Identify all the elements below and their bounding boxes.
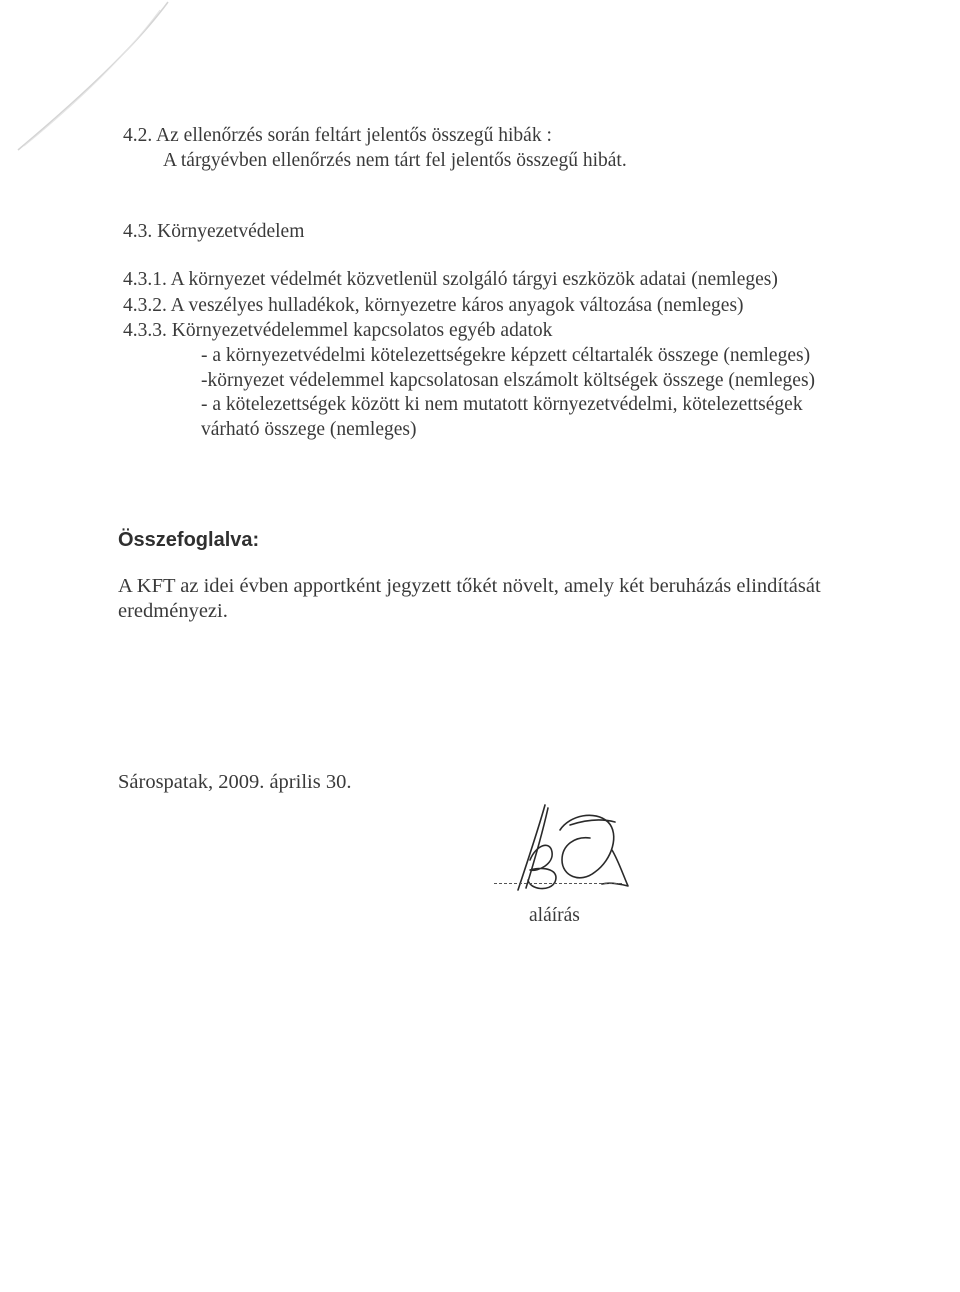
- summary-heading: Összefoglalva:: [118, 529, 260, 551]
- place-date: Sárospatak, 2009. április 30.: [118, 771, 352, 793]
- section-4-3-3: 4.3.3. Környezetvédelemmel kapcsolatos egyéb adatok: [123, 320, 553, 341]
- section-4-3-3-item: - a környezetvédelmi kötelezettségekre képzett céltartalék összege (nemleges): [201, 345, 811, 366]
- section-4-2-title: 4.2. Az ellenőrzés során feltárt jelentős összegű hibák :: [123, 125, 552, 146]
- section-4-2-text: A tárgyévben ellenőrzés nem tárt fel jelentős összegű hibát.: [163, 150, 627, 171]
- summary-line-1: A KFT az idei évben apportként jegyzett tőkét növelt, amely két beruházás elindítását: [118, 575, 821, 597]
- signature-line: [494, 883, 622, 884]
- section-4-3-3-item: -környezet védelemmel kapcsolatosan elszámolt költségek összege (nemleges): [201, 370, 816, 391]
- signature-label: aláírás: [529, 905, 580, 926]
- section-4-3-3-item: várható összege (nemleges): [201, 419, 417, 440]
- section-4-3-title: 4.3. Környezetvédelem: [123, 221, 305, 242]
- section-4-3-1: 4.3.1. A környezet védelmét közvetlenül szolgáló tárgyi eszközök adatai (nemleges): [123, 269, 778, 290]
- section-4-3-3-item: - a kötelezettségek között ki nem mutatott környezetvédelmi, kötelezettségek: [201, 394, 803, 415]
- summary-line-2: eredményezi.: [118, 600, 228, 622]
- handwritten-signature: [500, 800, 640, 895]
- section-4-3-2: 4.3.2. A veszélyes hulladékok, környezetre káros anyagok változása (nemleges): [123, 295, 744, 316]
